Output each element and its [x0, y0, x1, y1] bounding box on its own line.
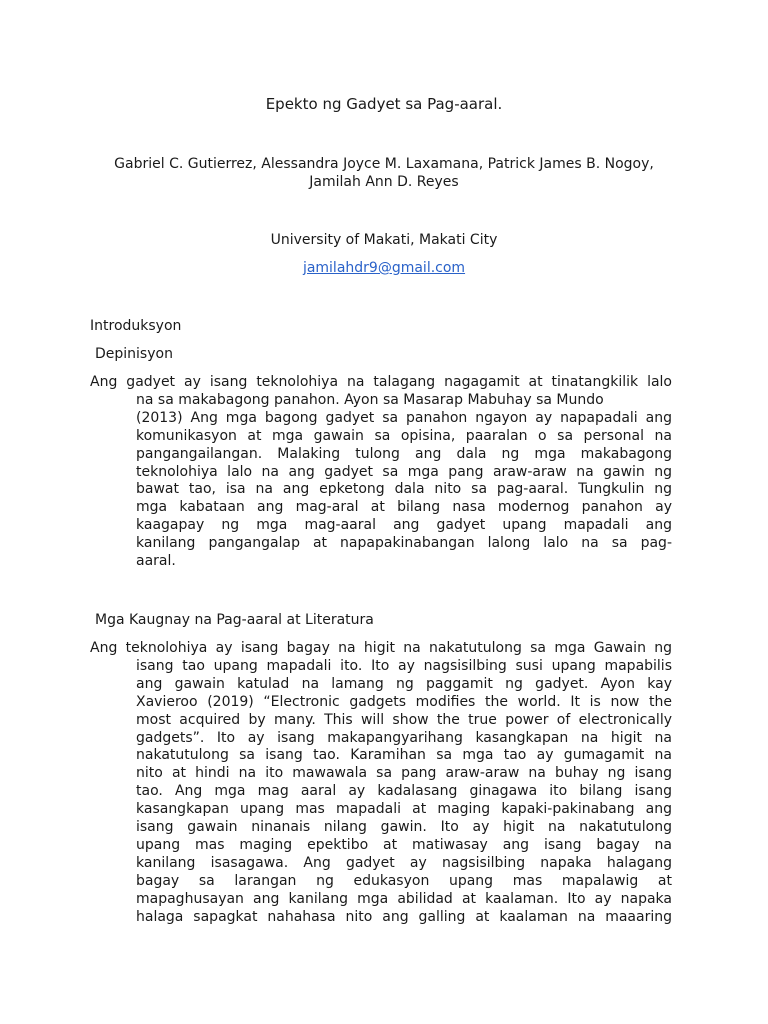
paragraph-line: komunikasyon at mga gawain sa opisina, paaralan o sa personal na [136, 427, 672, 444]
definition-heading: Depinisyon [95, 346, 173, 362]
paragraph-line: mapaghusayan ang kanilang mga abilidad at kaalaman. Ito ay napaka [136, 890, 672, 907]
author-line: Jamilah Ann D. Reyes [309, 174, 459, 190]
paragraph-line: kanilang pangangalap at napapakinabangan lalong lalo na sa pag- [136, 535, 672, 552]
paragraph-line: pangangailangan. Malaking tulong ang dala ng mga makabagong [136, 445, 672, 462]
paragraph-line: Ang teknolohiya ay isang bagay na higit na nakatutulong sa mga Gawain ng [90, 640, 672, 656]
paragraph-line: isang gawain ninanais nilang gawin. Ito ay higit na nakatutulong [136, 819, 672, 836]
paragraph-line: Xavieroo (2019) “Electronic gadgets modifies the world. It is now the [136, 693, 672, 710]
paragraph-line: kaagapay ng mga mag-aaral ang gadyet upang mapadali ang [136, 517, 672, 534]
paragraph-line: isang tao upang mapadali ito. Ito ay nagsisilbing susi upang mapabilis [136, 657, 672, 674]
paragraph-line: tao. Ang mga mag aaral ay kadalasang ginagawa ito bilang isang [136, 783, 672, 800]
paragraph-line: most acquired by many. This will show the true power of electronically [136, 711, 672, 728]
paragraph-line: aaral. [136, 553, 176, 570]
paper-title: Epekto ng Gadyet sa Pag-aaral. [265, 95, 503, 113]
introduction-heading: Introduksyon [90, 318, 182, 334]
paragraph-line: ang gawain katulad na lamang ng paggamit ng gadyet. Ayon kay [136, 675, 672, 692]
paragraph-line: Ang gadyet ay isang teknolohiya na talagang nagagamit at tinatangkilik lalo [90, 374, 672, 390]
literature-heading: Mga Kaugnay na Pag-aaral at Literatura [95, 612, 374, 628]
email-link[interactable]: jamilahdr9@gmail.com [302, 260, 466, 276]
paragraph-line: halaga sapagkat nahahasa nito ang galling at kaalaman na maaaring [136, 908, 672, 925]
paragraph-line: bagay sa larangan ng edukasyon upang mas mapalawig at [136, 872, 672, 889]
definition-paragraph [90, 374, 672, 571]
paragraph-line: gadgets”. Ito ay isang makapangyarihang kasangkapan na higit na [136, 729, 672, 746]
paragraph-line: mga kabataan ang mag-aral at bilang nasa modernog panahon ay [136, 499, 672, 516]
affiliation: University of Makati, Makati City [270, 232, 498, 248]
paragraph-line: nakatutulong sa isang tao. Karamihan sa mga tao ay gumagamit na [136, 747, 672, 764]
literature-paragraph [90, 640, 672, 927]
paragraph-line: (2013) Ang mga bagong gadyet sa panahon ngayon ay napapadali ang [136, 409, 672, 426]
author-line: Gabriel C. Gutierrez, Alessandra Joyce M. Laxamana, Patrick James B. Nogoy, [114, 156, 654, 172]
paragraph-line: bawat tao, isa na ang epketong dala nito sa pag-aaral. Tungkulin ng [136, 481, 672, 498]
paragraph-line: nito at hindi na ito mawawala sa pang araw-araw na buhay ng isang [136, 765, 672, 782]
paragraph-line: kasangkapan upang mas mapadali at maging kapaki-pakinabang ang [136, 801, 672, 818]
email-line [0, 259, 768, 277]
paragraph-line: teknolohiya lalo na ang gadyet sa mga pang araw-araw na gawin ng [136, 463, 672, 480]
author-list [80, 155, 688, 191]
paragraph-line: na sa makabagong panahon. Ayon sa Masarap Mabuhay sa Mundo [136, 391, 604, 408]
paragraph-line: kanilang isasagawa. Ang gadyet ay nagsisilbing napaka halagang [136, 854, 672, 871]
paragraph-line: upang mas maging epektibo at matiwasay ang isang bagay na [136, 836, 672, 853]
